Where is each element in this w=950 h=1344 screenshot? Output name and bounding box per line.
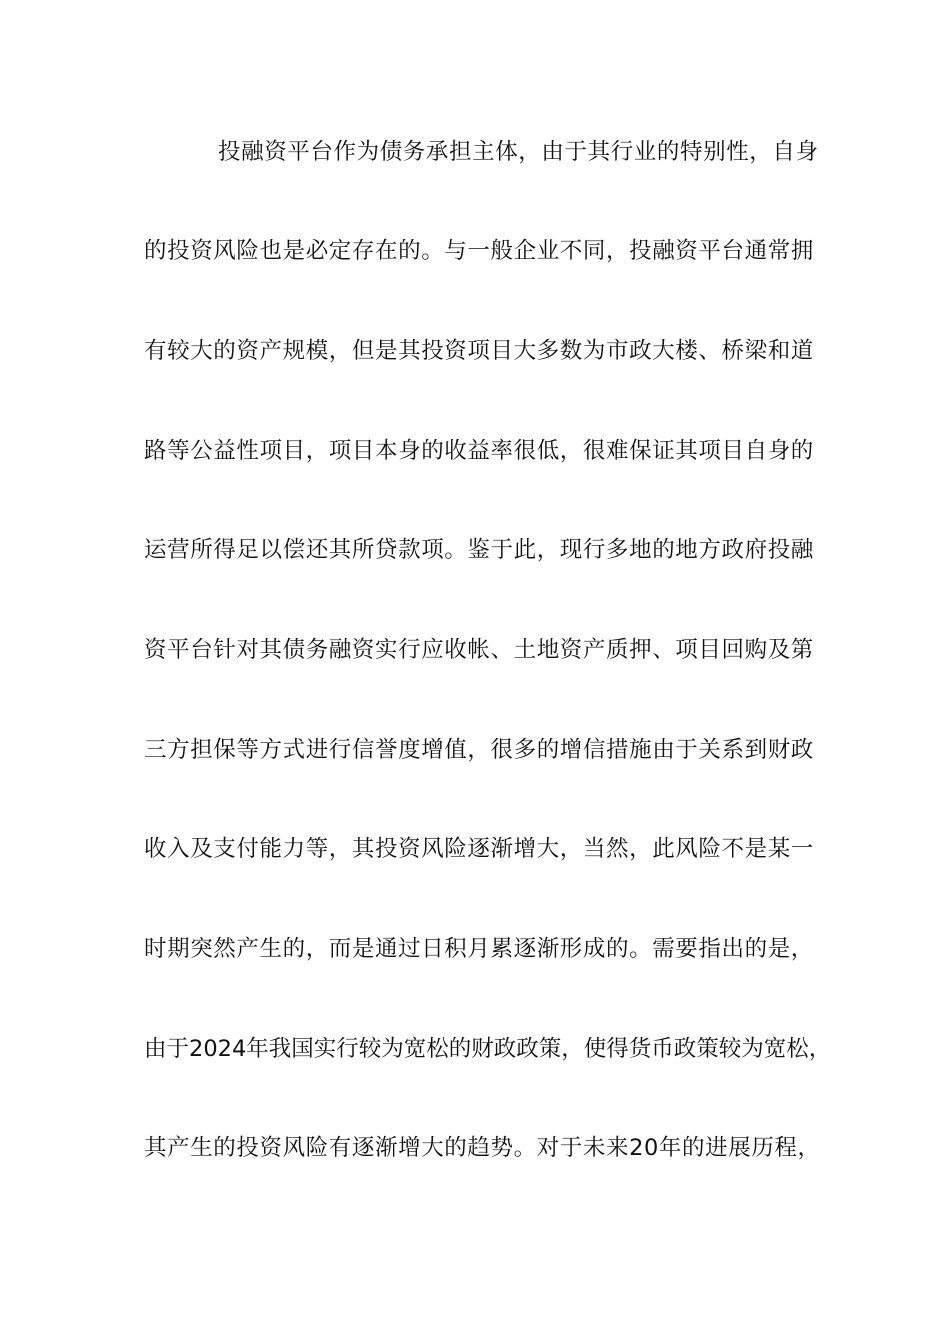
paragraph-line: 由于2024年我国实行较为宽松的财政政策，使得货币政策较为宽松， bbox=[144, 1036, 832, 1062]
paragraph-line: 资平台针对其债务融资实行应收帐、土地资产质押、项目回购及第 bbox=[144, 637, 814, 663]
paragraph-line: 三方担保等方式进行信誉度增值，很多的增信措施由于关系到财政 bbox=[144, 737, 814, 763]
paragraph-line: 其产生的投资风险有逐渐增大的趋势。对于未来20年的进展历程， bbox=[144, 1135, 821, 1161]
paragraph-line: 投融资平台作为债务承担主体，由于其行业的特别性，自身 bbox=[218, 139, 819, 165]
paragraph-line: 有较大的资产规模，但是其投资项目大多数为市政大楼、桥梁和道 bbox=[144, 338, 814, 364]
paragraph-line: 的投资风险也是必定存在的。与一般企业不同，投融资平台通常拥 bbox=[144, 238, 814, 264]
paragraph-line: 运营所得足以偿还其所贷款项。鉴于此，现行多地的地方政府投融 bbox=[144, 537, 814, 563]
paragraph-line: 收入及支付能力等，其投资风险逐渐增大，当然，此风险不是某一 bbox=[144, 836, 814, 862]
paragraph-line: 时期突然产生的，而是通过日积月累逐渐形成的。需要指出的是， bbox=[144, 936, 814, 962]
paragraph-line: 路等公益性项目，项目本身的收益率很低，很难保证其项目自身的 bbox=[144, 438, 814, 464]
